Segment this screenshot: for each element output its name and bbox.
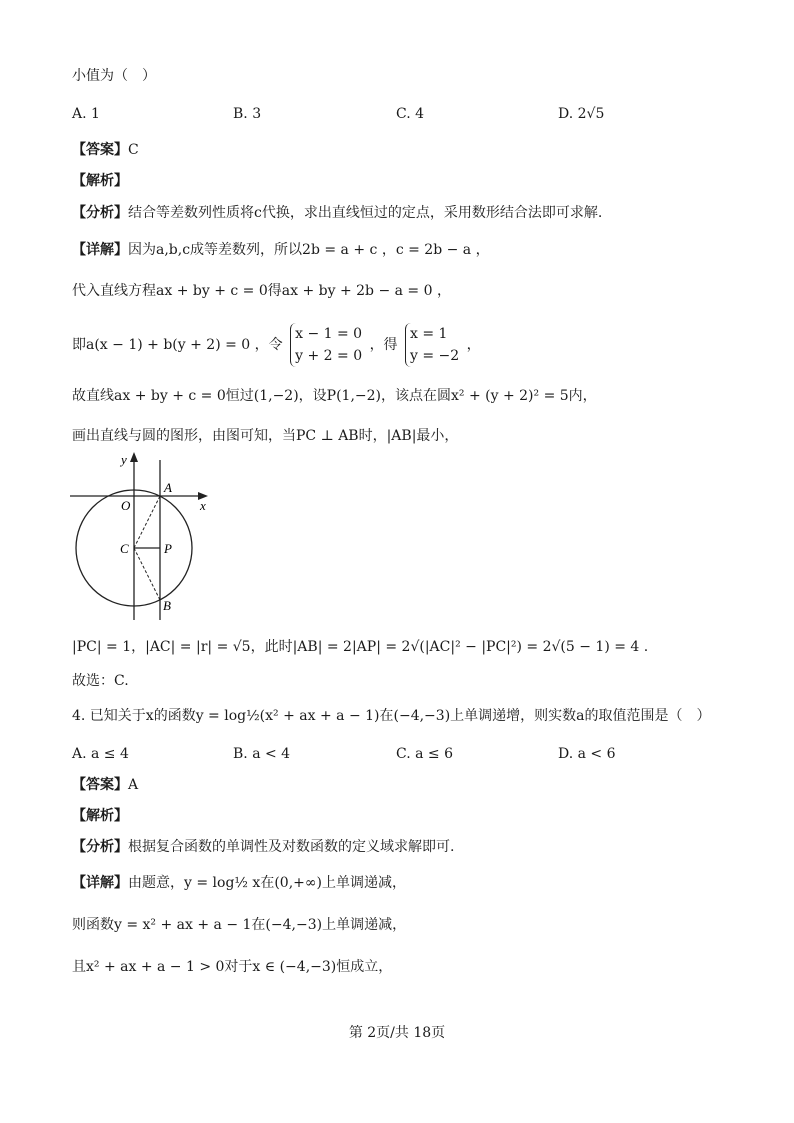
- label-o: O: [121, 498, 131, 513]
- system-1-bottom: y + 2 = 0: [295, 348, 363, 364]
- fenxi-tag: 【分析】: [72, 839, 128, 855]
- q4-analysis-tag: 【解析】: [72, 808, 128, 824]
- q4-fenxi-line: [72, 837, 454, 857]
- xiangjie-tag: 【详解】: [72, 875, 128, 891]
- q4-option-b: B. a < 4: [233, 746, 291, 762]
- q3-detail-line-1: [72, 240, 490, 260]
- q3-analysis-tag: 【解析】: [72, 173, 128, 189]
- q4-option-c: C. a ≤ 6: [396, 746, 453, 762]
- q3-option-c: C. 4: [396, 106, 425, 122]
- answer-value: C: [128, 142, 139, 158]
- detail-3-post: ，: [466, 337, 481, 353]
- segment-cb: [134, 548, 160, 600]
- answer-tag: 【答案】: [72, 777, 128, 793]
- circle-line-figure: [66, 448, 216, 624]
- system-1-top: x − 1 = 0: [295, 326, 363, 342]
- label-a: A: [164, 480, 172, 495]
- detail-3-mid: ，得: [369, 337, 398, 353]
- q3-option-a: A. 1: [72, 106, 100, 122]
- q4-detail-line-1: [72, 873, 406, 893]
- q3-stem-tail: 小值为（ ）: [72, 68, 156, 84]
- answer-tag: 【答案】: [72, 142, 128, 158]
- q3-detail-line-2: 代入直线方程ax + by + c = 0得ax + by + 2b − a = 0 ，: [72, 283, 451, 299]
- y-axis-arrow: [130, 452, 138, 462]
- detail-text: 由题意，y = log½ x在(0,+∞)上单调递减，: [128, 875, 406, 891]
- q3-detail-line-3: [72, 322, 481, 368]
- detail-3-pre: 即a(x − 1) + b(y + 2) = 0 ，令: [72, 337, 283, 353]
- q3-detail-line-6: |PC| = 1，|AC| = |r| = √5，此时|AB| = 2|AP| = 2√(|AC|² − |PC|²) = 2√(5 − 1) = 4 .: [72, 639, 649, 655]
- equation-system-1: [290, 323, 362, 367]
- label-x: x: [200, 498, 206, 513]
- q4-stem: 4. 已知关于x的函数y = log½(x² + ax + a − 1)在(−4,−3)上单调递增，则实数a的取值范围是（ ）: [72, 708, 711, 724]
- label-p: P: [164, 541, 172, 556]
- q3-option-b: B. 3: [233, 106, 262, 122]
- q4-detail-line-3: 且x² + ax + a − 1 > 0对于x ∈ (−4,−3)恒成立，: [72, 959, 393, 975]
- xiangjie-tag: 【详解】: [72, 242, 128, 258]
- fenxi-tag: 【分析】: [72, 205, 128, 221]
- q3-detail-line-5: 画出直线与圆的图形，由图可知，当PC ⊥ AB时，|AB|最小，: [72, 428, 459, 444]
- segment-ca: [134, 496, 160, 548]
- q4-option-a: A. a ≤ 4: [72, 746, 129, 762]
- q3-answer-line: [72, 140, 139, 160]
- fenxi-text: 结合等差数列性质将c代换，求出直线恒过的定点，采用数形结合法即可求解.: [128, 205, 603, 221]
- fenxi-text: 根据复合函数的单调性及对数函数的定义域求解即可.: [128, 839, 455, 855]
- label-c: C: [120, 541, 129, 556]
- detail-text: 因为a,b,c成等差数列，所以2b = a + c ，c = 2b − a ，: [128, 242, 490, 258]
- q4-detail-line-2: 则函数y = x² + ax + a − 1在(−4,−3)上单调递减，: [72, 917, 407, 933]
- equation-system-2: [405, 323, 459, 367]
- q3-option-d: D. 2√5: [558, 106, 605, 122]
- label-y: y: [121, 452, 127, 467]
- system-2-top: x = 1: [410, 326, 448, 342]
- page-footer: 第 2页/共 18页: [348, 1025, 446, 1041]
- q4-option-d: D. a < 6: [558, 746, 616, 762]
- label-b: B: [163, 598, 171, 613]
- q4-answer-line: [72, 775, 138, 795]
- q3-detail-line-4: 故直线ax + by + c = 0恒过(1,−2)，设P(1,−2)，该点在圆x² + (y + 2)² = 5内，: [72, 388, 597, 404]
- system-2-bottom: y = −2: [410, 348, 460, 364]
- q3-detail-line-7: 故选：C.: [72, 673, 129, 689]
- q3-fenxi-line: [72, 203, 602, 223]
- answer-value: A: [128, 777, 139, 793]
